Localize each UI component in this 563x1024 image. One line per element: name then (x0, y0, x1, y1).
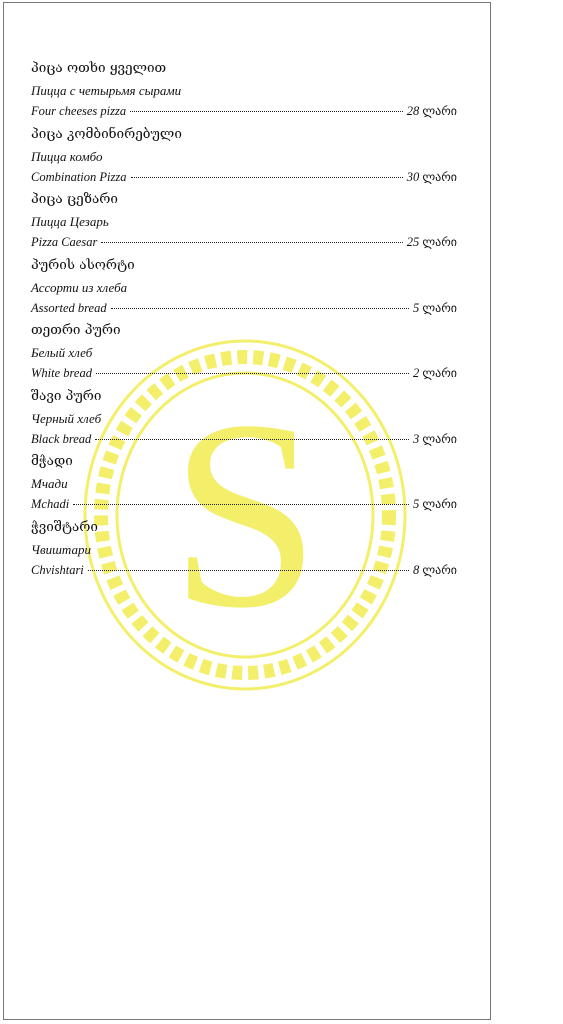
price-currency: ლარი (422, 104, 457, 118)
item-price (413, 363, 457, 383)
item-row-english (31, 363, 457, 383)
price-value: 8 (412, 562, 420, 577)
item-name-english: Combination Pizza (31, 169, 127, 184)
dot-leader (73, 504, 409, 505)
item-row-english (31, 560, 457, 580)
item-name-georgian: მჭადი (31, 453, 73, 469)
price-currency: ლარი (422, 169, 457, 184)
price-currency: ლარი (422, 562, 457, 577)
item-name-georgian: პიცა ოთხი ყველით (31, 60, 167, 76)
item-name-georgian: პურის ასორტი (31, 256, 135, 273)
item-name-russian: Черный хлеб (31, 410, 102, 426)
price-currency: ლარი (422, 497, 457, 511)
item-name-english: Assorted bread (31, 300, 107, 315)
item-name-russian: Пицца с четырьмя сырами (31, 83, 182, 98)
item-name-english: Black bread (31, 431, 92, 446)
item-name-russian: Мчади (31, 476, 68, 491)
item-name-russian: Чвиштари (31, 541, 91, 557)
menu-item (31, 124, 457, 190)
item-name-georgian: თეთრი პური (31, 322, 121, 338)
menu-item (31, 517, 457, 583)
item-name-russian: Ассорти из хлеба (31, 279, 128, 295)
item-name-georgian: პიცა კომბინირებული (31, 125, 182, 142)
price-value: 25 (406, 235, 420, 249)
item-name-russian: Пицца Цезарь (31, 214, 109, 229)
item-price (407, 167, 457, 187)
item-row-english (31, 232, 457, 252)
menu-list (31, 58, 457, 582)
price-currency: ლარი (422, 431, 457, 446)
item-name-english: Mchadi (31, 497, 70, 511)
price-value: 30 (406, 169, 420, 184)
item-row-english (31, 167, 457, 187)
item-name-english: Pizza Caesar (31, 235, 98, 249)
dot-leader (111, 308, 409, 309)
item-price (413, 494, 457, 514)
dot-leader (101, 242, 402, 243)
price-value: 2 (412, 366, 420, 380)
item-name-georgian: პიცა ცეზარი (31, 191, 118, 207)
item-name-georgian: ჭვიშტარი (31, 518, 98, 535)
dot-leader (96, 373, 409, 374)
item-name-english: Four cheeses pizza (31, 104, 127, 118)
item-name-georgian: შავი პური (31, 387, 102, 404)
dot-leader (131, 177, 403, 178)
price-currency: ლარი (422, 366, 457, 380)
item-name-english: White bread (31, 366, 92, 380)
item-name-russian: Пицца комбо (31, 148, 103, 164)
dot-leader (95, 439, 409, 440)
menu-page (3, 2, 491, 1020)
price-value: 3 (412, 431, 420, 446)
item-row-english (31, 101, 457, 121)
item-price (413, 560, 457, 580)
price-value: 5 (412, 497, 420, 511)
item-name-english: Chvishtari (31, 562, 84, 577)
menu-item (31, 320, 457, 386)
watermark-letter: S (169, 365, 321, 664)
price-value: 5 (412, 300, 420, 315)
item-price (413, 429, 457, 449)
price-currency: ლარი (422, 300, 457, 315)
item-row-english (31, 298, 457, 318)
price-value: 28 (406, 104, 420, 118)
menu-item (31, 58, 457, 124)
price-currency: ლარი (422, 235, 457, 249)
item-name-russian: Белый хлеб (31, 345, 93, 360)
item-row-english (31, 494, 457, 514)
menu-item (31, 255, 457, 321)
item-price (407, 232, 457, 252)
dot-leader (130, 111, 403, 112)
dot-leader (88, 570, 409, 571)
item-price (413, 298, 457, 318)
item-price (407, 101, 457, 121)
menu-item (31, 386, 457, 452)
menu-item (31, 189, 457, 255)
menu-item (31, 451, 457, 517)
item-row-english (31, 429, 457, 449)
